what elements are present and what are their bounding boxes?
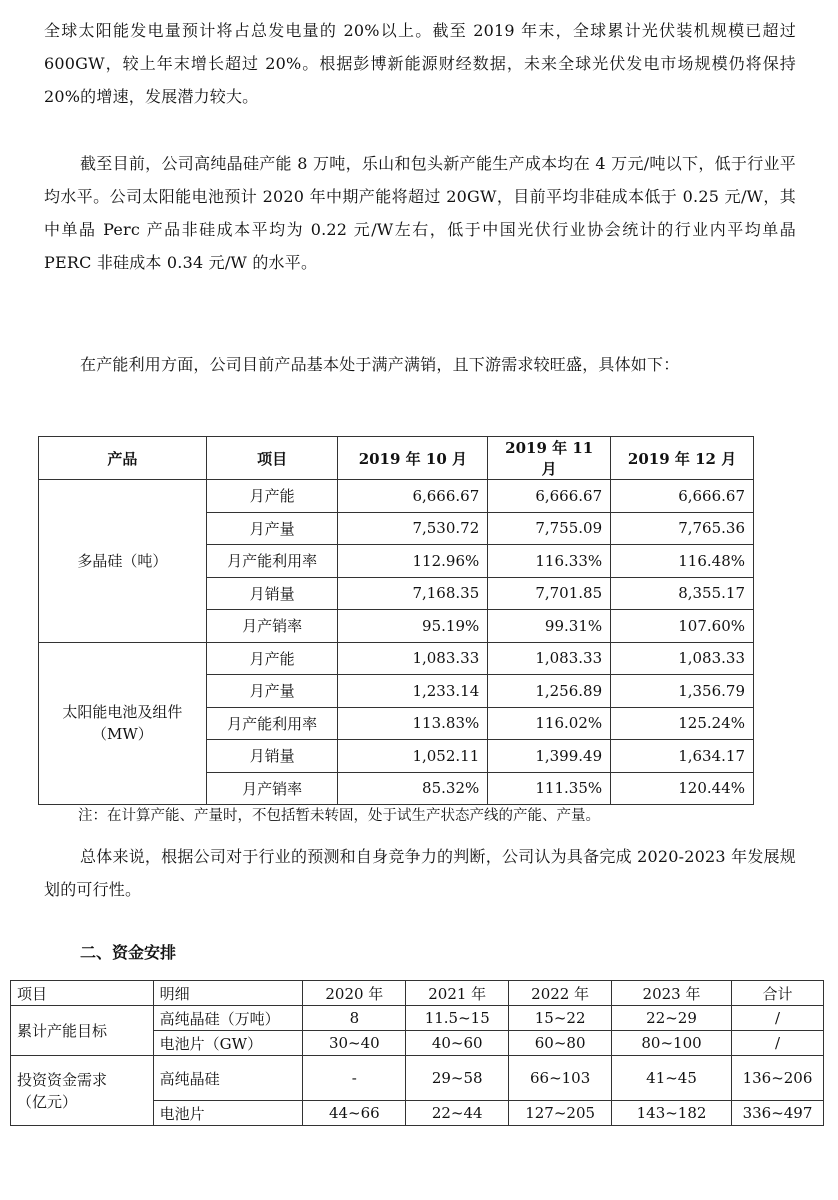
category-cell xyxy=(11,1056,154,1126)
table-row xyxy=(39,480,754,513)
col-header-product: 产品 xyxy=(39,437,207,480)
funding-table-header-row xyxy=(11,981,824,1006)
col-header-total: 合计 xyxy=(731,981,823,1006)
category-label: 累计产能目标 xyxy=(17,1021,108,1040)
value-cell: 113.83% xyxy=(338,707,488,740)
value-cell: 7,701.85 xyxy=(488,577,611,610)
item-cell: 月产量 xyxy=(206,512,338,545)
product-label: 多晶硅（吨） xyxy=(77,551,168,570)
paragraph-utilization-intro: 在产能利用方面，公司目前产品基本处于满产满销，且下游需求较旺盛，具体如下： xyxy=(80,355,680,374)
value-cell: 60~80 xyxy=(509,1031,612,1056)
value-cell: 22~29 xyxy=(612,1006,732,1031)
value-cell: 111.35% xyxy=(488,772,611,805)
item-cell: 月销量 xyxy=(206,740,338,773)
value-cell: 15~22 xyxy=(509,1006,612,1031)
col-header-item: 项目 xyxy=(206,437,338,480)
paragraph-capacity-cost: 截至目前，公司高纯晶硅产能 8 万吨，乐山和包头新产能生产成本均在 4 万元/吨以下，低于行业平均水平。公司太阳能电池预计 2020 年中期产能将超过 20GW，目前平均非硅成本低于 0.25 元/W，其中单晶 Perc 产品非硅成本平均为 0.22 元/W左右，低于中国光伏行业协会统计的行业内平均单晶 PERC 非硅成本 0.34 元/W 的水平。 xyxy=(44,154,796,272)
value-cell: 95.19% xyxy=(338,610,488,643)
table-row xyxy=(11,1056,824,1101)
value-cell: 116.33% xyxy=(488,545,611,578)
detail-cell: 高纯晶硅 xyxy=(153,1056,303,1101)
value-cell: 7,765.36 xyxy=(611,512,754,545)
item-cell: 月产能利用率 xyxy=(206,545,338,578)
table-row xyxy=(11,1006,824,1031)
value-cell: 22~44 xyxy=(406,1101,509,1126)
detail-cell: 电池片 xyxy=(153,1101,303,1126)
production-table xyxy=(38,436,754,805)
product-label: 太阳能电池及组件 xyxy=(62,703,183,722)
value-cell: 29~58 xyxy=(406,1056,509,1101)
value-cell: 143~182 xyxy=(612,1101,732,1126)
value-cell: 1,052.11 xyxy=(338,740,488,773)
value-cell: 127~205 xyxy=(509,1101,612,1126)
value-cell: 66~103 xyxy=(509,1056,612,1101)
item-cell: 月产销率 xyxy=(206,610,338,643)
value-cell: 107.60% xyxy=(611,610,754,643)
section-heading: 二、资金安排 xyxy=(80,943,177,962)
value-cell: 1,256.89 xyxy=(488,675,611,708)
col-header-detail: 明细 xyxy=(153,981,303,1006)
item-cell: 月产销率 xyxy=(206,772,338,805)
value-cell: 30~40 xyxy=(303,1031,406,1056)
col-header-2021: 2021 年 xyxy=(406,981,509,1006)
value-cell: 1,083.33 xyxy=(488,642,611,675)
value-cell: 80~100 xyxy=(612,1031,732,1056)
value-cell: 8,355.17 xyxy=(611,577,754,610)
value-cell: 44~66 xyxy=(303,1101,406,1126)
col-header-2022: 2022 年 xyxy=(509,981,612,1006)
item-cell: 月产能 xyxy=(206,642,338,675)
col-header-nov: 2019 年 11 月 xyxy=(488,437,611,480)
col-header-2020: 2020 年 xyxy=(303,981,406,1006)
value-cell: 1,634.17 xyxy=(611,740,754,773)
col-header-oct: 2019 年 10 月 xyxy=(338,437,488,480)
value-cell: 41~45 xyxy=(612,1056,732,1101)
value-cell: 7,168.35 xyxy=(338,577,488,610)
item-cell: 月销量 xyxy=(206,577,338,610)
paragraph-solar-outlook: 全球太阳能发电量预计将占总发电量的 20%以上。截至 2019 年末，全球累计光伏装机规模已超过 600GW，较上年末增长超过 20%。根据彭博新能源财经数据，未来全球光伏发电市场规模仍将保持 20%的增速，发展潜力较大。 xyxy=(44,21,796,106)
detail-cell: 电池片（GW） xyxy=(153,1031,303,1056)
value-cell: 116.48% xyxy=(611,545,754,578)
col-header-2023: 2023 年 xyxy=(612,981,732,1006)
value-cell: / xyxy=(731,1031,823,1056)
product-cell xyxy=(39,642,207,805)
category-label: 投资资金需求 xyxy=(17,1070,108,1089)
value-cell: 11.5~15 xyxy=(406,1006,509,1031)
value-cell: - xyxy=(303,1056,406,1101)
value-cell: 136~206 xyxy=(731,1056,823,1101)
item-cell: 月产能利用率 xyxy=(206,707,338,740)
value-cell: 116.02% xyxy=(488,707,611,740)
category-cell xyxy=(11,1006,154,1056)
production-table-note: 注：在计算产能、产量时，不包括暂未转固，处于试生产状态产线的产能、产量。 xyxy=(78,808,600,824)
value-cell: 6,666.67 xyxy=(611,480,754,513)
value-cell: 1,356.79 xyxy=(611,675,754,708)
value-cell: 6,666.67 xyxy=(488,480,611,513)
value-cell: 1,083.33 xyxy=(611,642,754,675)
value-cell: 336~497 xyxy=(731,1101,823,1126)
value-cell: 7,530.72 xyxy=(338,512,488,545)
value-cell: 125.24% xyxy=(611,707,754,740)
value-cell: 40~60 xyxy=(406,1031,509,1056)
paragraph-feasibility: 总体来说，根据公司对于行业的预测和自身竞争力的判断，公司认为具备完成 2020-2023 年发展规划的可行性。 xyxy=(44,847,796,899)
value-cell: 99.31% xyxy=(488,610,611,643)
table-row xyxy=(39,642,754,675)
production-table-header-row xyxy=(39,437,754,480)
value-cell: 7,755.09 xyxy=(488,512,611,545)
value-cell: / xyxy=(731,1006,823,1031)
value-cell: 1,399.49 xyxy=(488,740,611,773)
col-header-dec: 2019 年 12 月 xyxy=(611,437,754,480)
value-cell: 120.44% xyxy=(611,772,754,805)
col-header-project: 项目 xyxy=(11,981,154,1006)
detail-cell: 高纯晶硅（万吨） xyxy=(153,1006,303,1031)
value-cell: 8 xyxy=(303,1006,406,1031)
product-cell xyxy=(39,480,207,643)
value-cell: 1,083.33 xyxy=(338,642,488,675)
product-unit-label: （MW） xyxy=(91,725,153,744)
value-cell: 1,233.14 xyxy=(338,675,488,708)
value-cell: 85.32% xyxy=(338,772,488,805)
category-unit-label: （亿元） xyxy=(17,1092,78,1111)
item-cell: 月产能 xyxy=(206,480,338,513)
funding-table xyxy=(10,980,824,1126)
item-cell: 月产量 xyxy=(206,675,338,708)
value-cell: 6,666.67 xyxy=(338,480,488,513)
value-cell: 112.96% xyxy=(338,545,488,578)
